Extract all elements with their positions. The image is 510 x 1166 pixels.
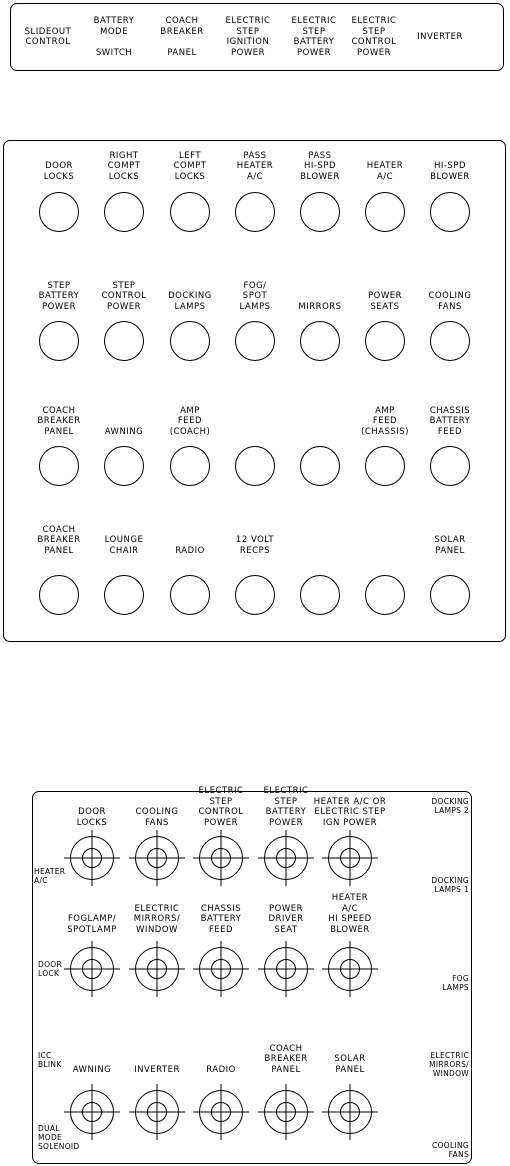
- switch-ring: [340, 959, 360, 979]
- switch-mount-r1c2[interactable]: [135, 836, 179, 880]
- main-label-right-compt-locks: RIGHT COMPT LOCKS: [107, 150, 141, 182]
- switch-mount-r2c2[interactable]: [135, 947, 179, 991]
- main-label-heater-a-c: HEATER A/C: [366, 161, 404, 182]
- switch-hole-r1c4[interactable]: [235, 192, 275, 232]
- switch-hole-r1c5[interactable]: [300, 192, 340, 232]
- lower-label-foglamp-spotlamp: FOGLAMP/ SPOTLAMP: [67, 914, 117, 935]
- main-label-coach-breaker-panel: COACH BREAKER PANEL: [37, 524, 81, 556]
- switch-ring: [147, 1102, 167, 1122]
- switch-mount-r3c5[interactable]: [328, 1090, 372, 1134]
- main-label-amp-feed-chassis: AMP FEED (CHASSIS): [361, 405, 409, 437]
- switch-hole-r2c7[interactable]: [430, 321, 470, 361]
- switch-hole-r3c7[interactable]: [430, 446, 470, 486]
- side-label-heater-a-c: HEATER A/C: [34, 867, 66, 885]
- top-label-inverter: INVERTER: [417, 31, 463, 42]
- switch-hole-r4c2[interactable]: [104, 575, 144, 615]
- switch-hole-r4c1[interactable]: [39, 575, 79, 615]
- switch-mount-r2c5[interactable]: [328, 947, 372, 991]
- switch-mount-r2c3[interactable]: [199, 947, 243, 991]
- main-label-step-battery-power: STEP BATTERY POWER: [38, 280, 80, 312]
- lower-label-heater-a-c-or-electric-step-ign-power: HEATER A/C OR ELECTRIC STEP IGN POWER: [313, 796, 387, 828]
- main-label-amp-feed-coach: AMP FEED (COACH): [169, 405, 211, 437]
- top-label-electric-step-control-power: ELECTRIC STEP CONTROL POWER: [351, 16, 397, 58]
- switch-hole-r2c5[interactable]: [300, 321, 340, 361]
- top-label-coach-breaker-panel: COACH BREAKER PANEL: [160, 16, 204, 58]
- switch-mount-r1c5[interactable]: [328, 836, 372, 880]
- switch-hole-r4c6[interactable]: [365, 575, 405, 615]
- switch-hole-r4c4[interactable]: [235, 575, 275, 615]
- lower-label-heater-a-c-hi-speed-blower: HEATER A/C HI SPEED BLOWER: [328, 893, 372, 935]
- switch-hole-r3c3[interactable]: [170, 446, 210, 486]
- switch-ring: [147, 848, 167, 868]
- switch-ring: [211, 1102, 231, 1122]
- switch-ring: [276, 959, 296, 979]
- side-label-fog-lamps: FOG LAMPS: [442, 974, 469, 992]
- switch-hole-r3c2[interactable]: [104, 446, 144, 486]
- switch-mount-r1c1[interactable]: [70, 836, 114, 880]
- switch-hole-r4c5[interactable]: [300, 575, 340, 615]
- switch-mount-r1c4[interactable]: [264, 836, 308, 880]
- switch-mount-r2c4[interactable]: [264, 947, 308, 991]
- switch-ring: [340, 848, 360, 868]
- lower-label-power-driver-seat: POWER DRIVER SEAT: [268, 903, 304, 935]
- switch-hole-r4c7[interactable]: [430, 575, 470, 615]
- switch-hole-r1c1[interactable]: [39, 192, 79, 232]
- main-label-radio: RADIO: [175, 545, 205, 556]
- switch-hole-r3c4[interactable]: [235, 446, 275, 486]
- switch-ring: [276, 1102, 296, 1122]
- lower-label-radio: RADIO: [206, 1064, 236, 1075]
- main-label-docking-lamps: DOCKING LAMPS: [168, 291, 212, 312]
- switch-hole-r2c4[interactable]: [235, 321, 275, 361]
- main-label-pass-hi-spd-blower: PASS HI-SPD BLOWER: [300, 150, 340, 182]
- lower-label-awning: AWNING: [72, 1064, 112, 1075]
- switch-mount-r3c2[interactable]: [135, 1090, 179, 1134]
- lower-label-inverter: INVERTER: [134, 1064, 180, 1075]
- top-label-electric-step-ignition-power: ELECTRIC STEP IGNITION POWER: [225, 16, 271, 58]
- side-label-dual-mode-solenoid: DUAL MODE SOLENOID: [38, 1123, 80, 1151]
- main-label-power-seats: POWER SEATS: [368, 291, 402, 312]
- lower-label-electric-step-control-power: ELECTRIC STEP CONTROL POWER: [198, 786, 244, 828]
- switch-ring: [211, 848, 231, 868]
- main-label-coach-breaker-panel: COACH BREAKER PANEL: [37, 405, 81, 437]
- side-label-docking-lamps-1: DOCKING LAMPS 1: [431, 876, 469, 894]
- lower-label-electric-step-battery-power: ELECTRIC STEP BATTERY POWER: [263, 786, 309, 828]
- switch-ring: [211, 959, 231, 979]
- main-label-12-volt-recps: 12 VOLT RECPS: [235, 535, 275, 556]
- switch-hole-r1c7[interactable]: [430, 192, 470, 232]
- switch-ring: [82, 959, 102, 979]
- switch-hole-r3c1[interactable]: [39, 446, 79, 486]
- switch-hole-r4c3[interactable]: [170, 575, 210, 615]
- top-label-slideout-control: SLIDEOUT CONTROL: [24, 26, 72, 47]
- main-label-cooling-fans: COOLING FANS: [428, 291, 472, 312]
- switch-mount-r2c1[interactable]: [70, 947, 114, 991]
- side-label-docking-lamps-2: DOCKING LAMPS 2: [431, 797, 469, 815]
- switch-hole-r2c3[interactable]: [170, 321, 210, 361]
- main-label-mirrors: MIRRORS: [298, 301, 342, 312]
- side-label-door-lock: DOOR LOCK: [38, 960, 62, 978]
- main-label-solar-panel: SOLAR PANEL: [434, 535, 466, 556]
- lower-label-door-locks: DOOR LOCKS: [76, 807, 108, 828]
- main-label-door-locks: DOOR LOCKS: [43, 161, 75, 182]
- top-label-battery-mode-switch: BATTERY MODE SWITCH: [93, 16, 135, 58]
- side-label-electric-mirrors-window: ELECTRIC MIRRORS/ WINDOW: [429, 1050, 469, 1078]
- switch-hole-r2c2[interactable]: [104, 321, 144, 361]
- switch-ring: [82, 1102, 102, 1122]
- switch-hole-r1c6[interactable]: [365, 192, 405, 232]
- switch-hole-r1c2[interactable]: [104, 192, 144, 232]
- switch-mount-r1c3[interactable]: [199, 836, 243, 880]
- switch-ring: [276, 848, 296, 868]
- switch-ring: [340, 1102, 360, 1122]
- side-label-cooling-fans: COOLING FANS: [432, 1141, 469, 1159]
- side-label-icc-blink: ICC BLINK: [38, 1051, 62, 1069]
- switch-hole-r3c6[interactable]: [365, 446, 405, 486]
- lower-label-chassis-battery-feed: CHASSIS BATTERY FEED: [200, 903, 242, 935]
- switch-ring: [147, 959, 167, 979]
- main-label-awning: AWNING: [104, 426, 144, 437]
- switch-mount-r3c3[interactable]: [199, 1090, 243, 1134]
- lower-label-solar-panel: SOLAR PANEL: [334, 1054, 366, 1075]
- lower-label-cooling-fans: COOLING FANS: [135, 807, 179, 828]
- switch-hole-r1c3[interactable]: [170, 192, 210, 232]
- main-label-left-compt-locks: LEFT COMPT LOCKS: [173, 150, 207, 182]
- switch-mount-r3c4[interactable]: [264, 1090, 308, 1134]
- lower-label-electric-mirrors-window: ELECTRIC MIRRORS/ WINDOW: [133, 903, 181, 935]
- main-label-pass-heater-a-c: PASS HEATER A/C: [236, 150, 274, 182]
- main-label-hi-spd-blower: HI-SPD BLOWER: [430, 161, 470, 182]
- switch-ring: [82, 848, 102, 868]
- switch-hole-r2c1[interactable]: [39, 321, 79, 361]
- main-label-chassis-battery-feed: CHASSIS BATTERY FEED: [429, 405, 471, 437]
- main-label-lounge-chair: LOUNGE CHAIR: [104, 535, 144, 556]
- top-label-electric-step-battery-power: ELECTRIC STEP BATTERY POWER: [291, 16, 337, 58]
- main-label-step-control-power: STEP CONTROL POWER: [101, 280, 147, 312]
- switch-hole-r2c6[interactable]: [365, 321, 405, 361]
- switch-hole-r3c5[interactable]: [300, 446, 340, 486]
- lower-label-coach-breaker-panel: COACH BREAKER PANEL: [264, 1043, 308, 1075]
- main-label-fog-spot-lamps: FOG/ SPOT LAMPS: [239, 280, 271, 312]
